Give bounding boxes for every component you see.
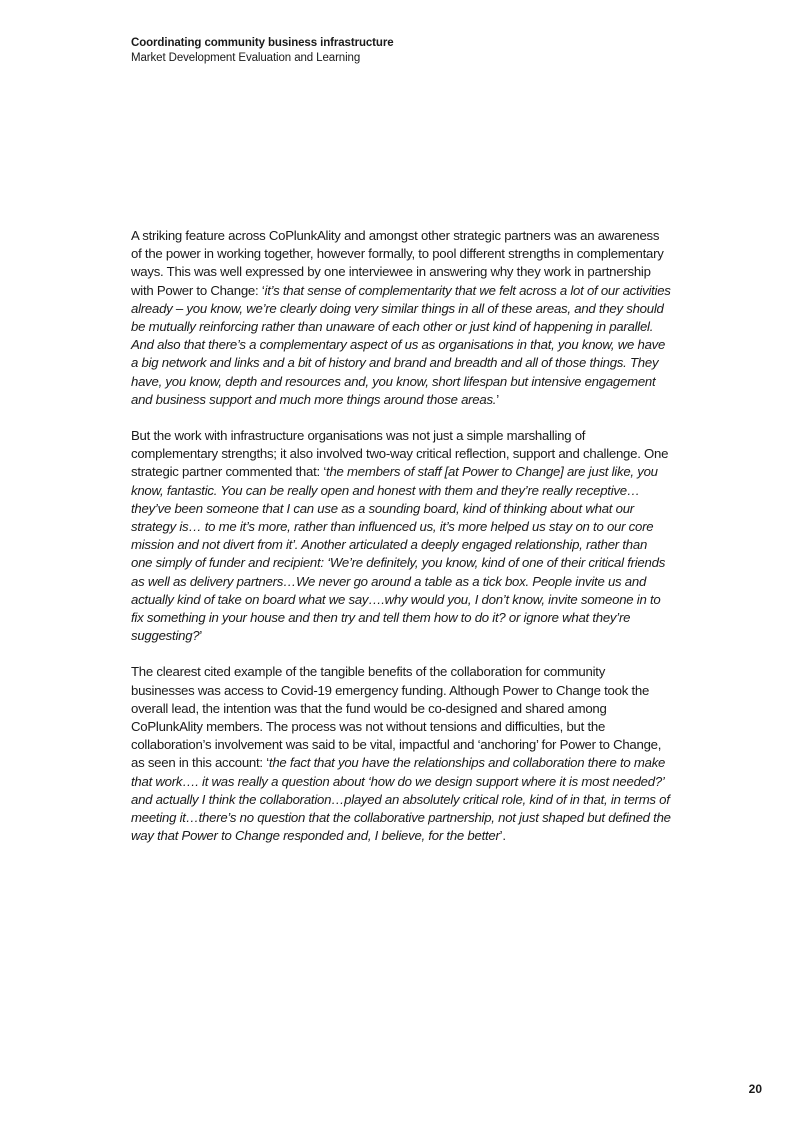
paragraph-3 [131,663,671,845]
header-title: Coordinating community business infrastructure [131,37,394,49]
header-subtitle: Market Development Evaluation and Learning [131,52,361,64]
page-number: 20 [748,1082,762,1096]
paragraph-2-quote: the members of staff [at Power to Change] are just like, you know, fantastic. You can be really open and honest with them and they’re really receptive…they’ve been someone that I can use as a sounding board, kind of thinking about what our strategy is… to me it’s more, rather than influenced us, it’s more helped us stay on to our core mission and not divert from it’. Another articulated a deeply engaged relationship, rather than one simply of funder and recipient: ‘We’re definitely, you know, kind of one of their critical friends as well as delivery partners…We never go around a table as a tick box. People invite us and actually kind of take on board what we say….why would you, I don’t know, invite someone in to fix something in your house and then try and tell them how to do it? or ignore what they’re suggesting? [131,464,666,644]
paragraph-3-text: The clearest cited example of the tangible benefits of the collaboration for community businesses was access to Covid-19 emergency funding. Although Power to Change took the overall lead, the intention was that the fund would be co-designed and shared among CoPlunkAlity members. The process was not without tensions and difficulties, but the collaboration’s involvement was said to be vital, impactful and ‘anchoring’ for Power to Change, as seen in this account: ‘ [131,664,662,771]
paragraph-1-quote: it’s that sense of complementarity that we felt across a lot of our activities already – you know, we’re clearly doing very similar things in all of these areas, and they should be mutually reinforcing rather than unaware of each other or just kind of happening in parallel. And also that there’s a complementary aspect of us as organisations in that, you know, we have a big network and links and a bit of history and brand and breadth and all of those things. They have, you know, depth and resources and, you know, short lifespan but intensive engagement and business support and much more things around those areas. [131,282,671,407]
paragraph-2-end: ’ [199,628,203,644]
paragraph-1-end: ’ [496,391,499,407]
body-text [131,227,671,864]
paragraph-1 [131,227,671,409]
paragraph-2-text: But the work with infrastructure organisations was not just a simple marshalling of complementary strengths; it also involved two-way critical reflection, support and challenge. One strategic partner commented that: ‘ [131,428,669,480]
paragraph-1-text: A striking feature across CoPlunkAlity and amongst other strategic partners was an awareness of the power in working together, however formally, to pool different strengths in complementary ways. This was well expressed by one interviewee in answering why they work in partnership with Power to Change: ‘ [131,228,664,298]
paragraph-3-quote: the fact that you have the relationships and collaboration there to make that work…. it was really a question about ‘how do we design support where it is most needed?’ and actually I think the collaboration…played an absolutely critical role, kind of in that, in terms of meeting it…there’s no question that the collaborative partnership, not just shaped but defined the way that Power to Change responded and, I believe, for the better [131,755,671,844]
paragraph-3-end: ’. [499,828,506,844]
running-header [131,36,731,66]
paragraph-2 [131,427,671,645]
